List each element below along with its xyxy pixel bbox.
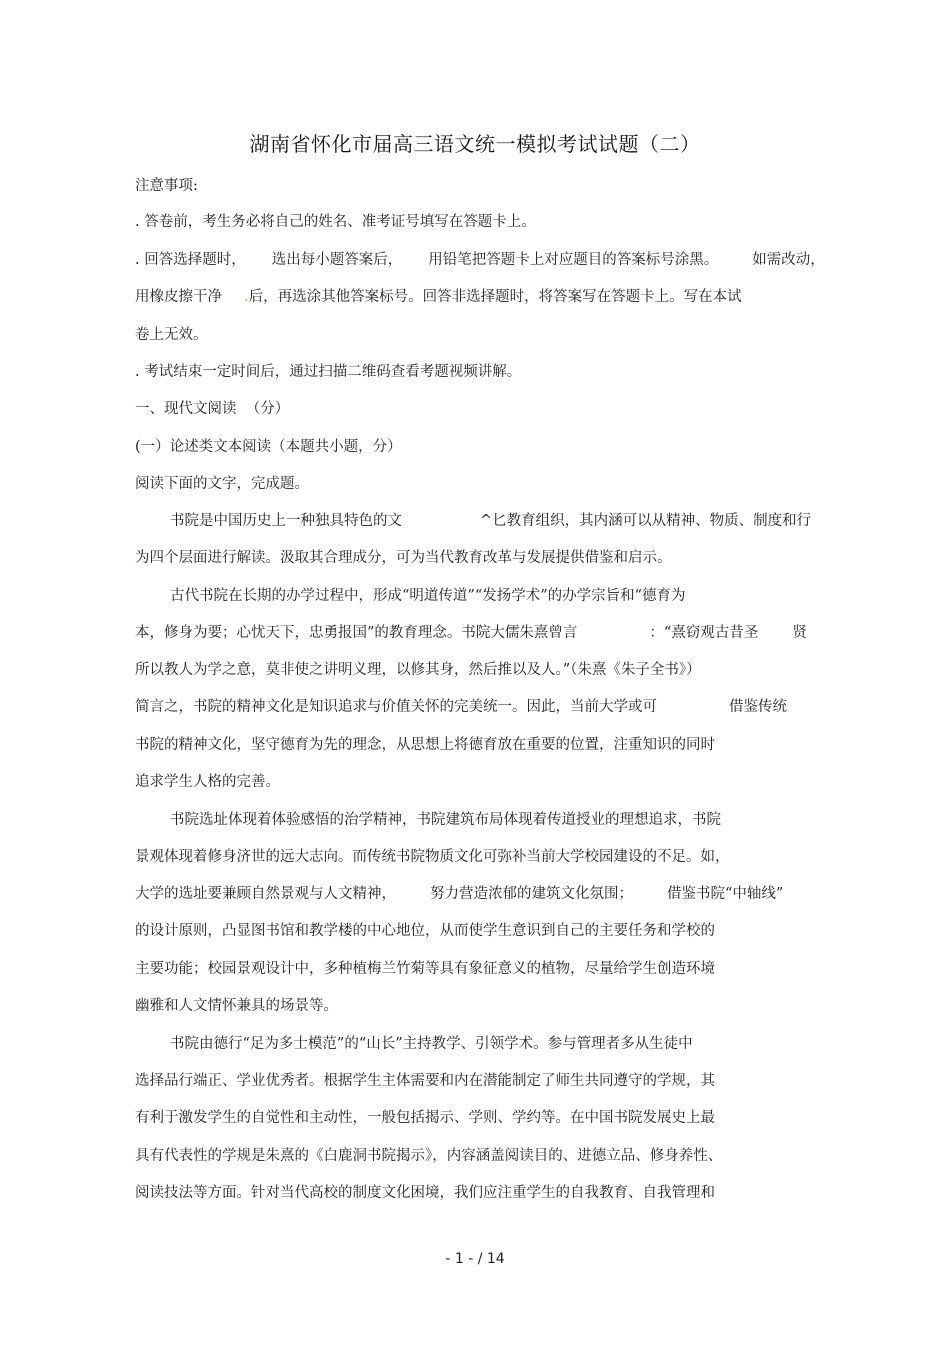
notice-2-line2-dot: . xyxy=(244,289,249,305)
notice-heading: 注意事项: xyxy=(135,178,198,194)
p1-l1-part-b: ^匕教育组织，其内涵可以从精神、物质、制度和行 xyxy=(480,513,812,529)
paragraph-2-line-2 xyxy=(135,623,807,643)
p1-l1-part-a: 书院是中国历史上一种独具特色的文 xyxy=(170,513,402,529)
notice-item-2-line-2 xyxy=(135,287,742,307)
paragraph-4-line-2: 选择品行端正、学业优秀者。根据学生主体需要和内在潜能制定了师生共同遵守的学规，其 xyxy=(135,1073,715,1089)
paragraph-2-line-5: 书院的精神文化，坚守德育为先的理念，从思想上将德育放在重要的位置，注重知识的同时 xyxy=(135,737,715,753)
paragraph-3-line-6: 幽雅和人文情怀兼具的场景等。 xyxy=(135,998,338,1014)
p2-l4-part-b: 借鉴传统 xyxy=(729,699,787,715)
paragraph-3-line-1: 书院选址体现着体验感悟的治学精神，书院建筑布局体现着传道授业的理想追求，书院 xyxy=(170,812,721,828)
paragraph-1-line-1 xyxy=(170,511,811,531)
reading-instruction: 阅读下面的文字，完成题。 xyxy=(135,476,309,492)
p2-l2-part-a: 本，修身为要；心忧天下，忠勇报国”的教育理念。书院大儒朱熹曾言 xyxy=(135,625,578,641)
notice-item-2-line-3: 卷上无效。 xyxy=(135,327,208,343)
paragraph-3-line-3 xyxy=(135,884,783,904)
paragraph-1-line-2: 为四个层面进行解读。汲取其合理成分，可为当代教育改革与发展提供借鉴和启示。 xyxy=(135,550,672,566)
paragraph-2-line-6: 追求学生人格的完善。 xyxy=(135,774,280,790)
notice-item-3: . 考试结束一定时间后，通过扫描二维码查看考题视频讲解。 xyxy=(135,364,522,380)
paragraph-4-line-1: 书院由德行“足为多士模范”的“山长”主持教学、引领学术。参与管理者多从生徒中 xyxy=(170,1036,693,1052)
section-heading: 一、现代文阅读 （分） xyxy=(135,401,290,417)
notice-item-1: . 答卷前，考生务必将自己的姓名、准考证号填写在答题卡上。 xyxy=(135,214,536,230)
page-number: - 1 - / 14 xyxy=(445,1251,505,1267)
paragraph-3-line-4: 的设计原则，凸显图书馆和教学楼的中心地位，从而使学生意识到自己的主要任务和学校的 xyxy=(135,923,715,939)
notice-item-2-line-1 xyxy=(135,250,825,270)
paragraph-4-line-5: 阅读技法等方面。针对当代高校的制度文化困境，我们应注重学生的自我教育、自我管理和 xyxy=(135,1185,715,1201)
paragraph-3-line-5: 主要功能；校园景观设计中，多种植梅兰竹菊等具有象征意义的植物，尽量给学生创造环境 xyxy=(135,961,715,977)
paragraph-4-line-3: 有利于激发学生的自觉性和主动性，一般包括揭示、学则、学约等。在中国书院发展史上最 xyxy=(135,1110,715,1126)
notice-2-part-b: 选出每小题答案后， xyxy=(271,252,403,268)
notice-2-line2-part-b: 后，再选涂其他答案标号。回答非选择题时，将答案写在答题卡上。写在本试 xyxy=(248,289,742,305)
notice-2-part-d: 如需改动， xyxy=(752,252,825,268)
paragraph-3-line-2: 景观体现着修身济世的远大志向。而传统书院物质文化可弥补当前大学校园建设的不足。如， xyxy=(135,849,730,865)
notice-2-part-a: . 回答选择题时， xyxy=(135,252,246,268)
p2-l4-part-a: 简言之，书院的精神文化是知识追求与价值关怀的完美统一。因此，当前大学或可 xyxy=(135,699,657,715)
paragraph-4-line-4: 具有代表性的学规是朱熹的《白鹿洞书院揭示》，内容涵盖阅读目的、进德立品、修身养性、 xyxy=(135,1148,723,1164)
paragraph-2-line-1: 古代书院在长期的办学过程中，形成“明道传道”“发扬学术”的办学宗旨和“德育为 xyxy=(170,588,686,604)
p2-l2-part-b: ：“熹窃观古昔圣 xyxy=(649,625,759,641)
paragraph-2-line-3: 所以教人为学之意，莫非使之讲明义理，以修其身，然后推以及人。”（朱熹《朱子全书》） xyxy=(135,662,701,678)
subsection-heading: (一）论述类文本阅读（本题共小题，分） xyxy=(135,439,402,455)
notice-2-line2-part-a: 用橡皮擦干净 xyxy=(135,289,222,305)
p3-l3-part-c: 借鉴书院“中轴线” xyxy=(667,886,784,902)
p3-l3-part-a: 大学的选址要兼顾自然景观与人文精神， xyxy=(135,886,396,902)
p2-l2-part-c: 贤 xyxy=(792,625,807,641)
p3-l3-part-b: 努力营造浓郁的建筑文化氛围； xyxy=(430,886,633,902)
notice-2-part-c: 用铅笔把答题卡上对应题目的答案标号涂黑。 xyxy=(428,252,719,268)
paragraph-2-line-4 xyxy=(135,697,787,717)
page-title: 湖南省怀化市届高三语文统一模拟考试试题（二） xyxy=(249,132,701,156)
